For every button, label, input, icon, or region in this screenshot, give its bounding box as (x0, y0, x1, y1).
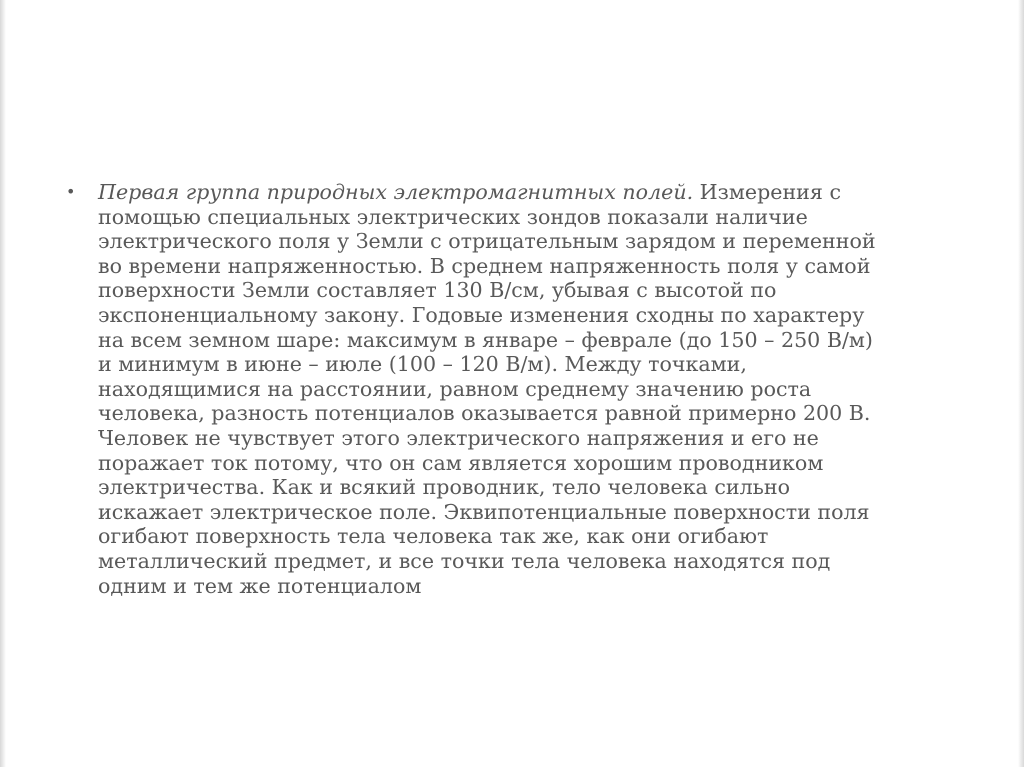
left-edge-shadow (0, 0, 6, 767)
paragraph-line: помощью специальных электрических зондов показали наличие (98, 204, 808, 229)
paragraph-line: огибают поверхность тела человека так же, как они огибают (98, 524, 769, 549)
paragraph-line: искажает электрическое поле. Эквипотенциальные поверхности поля (98, 499, 870, 524)
paragraph-line: электричества. Как и всякий проводник, тело человека сильно (98, 475, 791, 500)
paragraph-line: Человек не чувствует этого электрического напряжения и его не (98, 425, 819, 450)
paragraph-line: электрического поля у Земли с отрицательным зарядом и переменной (98, 229, 876, 254)
paragraph-line (98, 180, 966, 205)
lead-italic-text: Первая группа природных электромагнитных полей. (98, 180, 694, 204)
bullet-paragraph (66, 180, 966, 598)
paragraph-line: одним и тем же потенциалом (98, 573, 422, 598)
paragraph-line-text: Измерения с (693, 180, 841, 204)
paragraph-line: поверхности Земли составляет 130 В/см, убывая с высотой по (98, 278, 777, 303)
paragraph-line: человека, разность потенциалов оказывается равной примерно 200 В. (98, 401, 871, 426)
paragraph-line: металлический предмет, и все точки тела человека находятся под (98, 548, 831, 573)
paragraph-line: на всем земном шаре: максимум в январе – феврале (до 150 – 250 В/м) (98, 327, 873, 352)
slide-content (66, 180, 966, 598)
bullet-icon: • (66, 182, 76, 201)
paragraph-line: и минимум в июне – июле (100 – 120 В/м). Между точками, (98, 352, 747, 377)
paragraph-line: во времени напряженностью. В среднем напряженность поля у самой (98, 253, 871, 278)
paragraph-line: поражает ток потому, что он сам является хорошим проводником (98, 450, 824, 475)
paragraph-line: находящимися на расстоянии, равном среднему значению роста (98, 376, 812, 401)
paragraph-line: экспоненциальному закону. Годовые изменения сходны по характеру (98, 302, 865, 327)
right-edge-shadow (1018, 0, 1024, 767)
